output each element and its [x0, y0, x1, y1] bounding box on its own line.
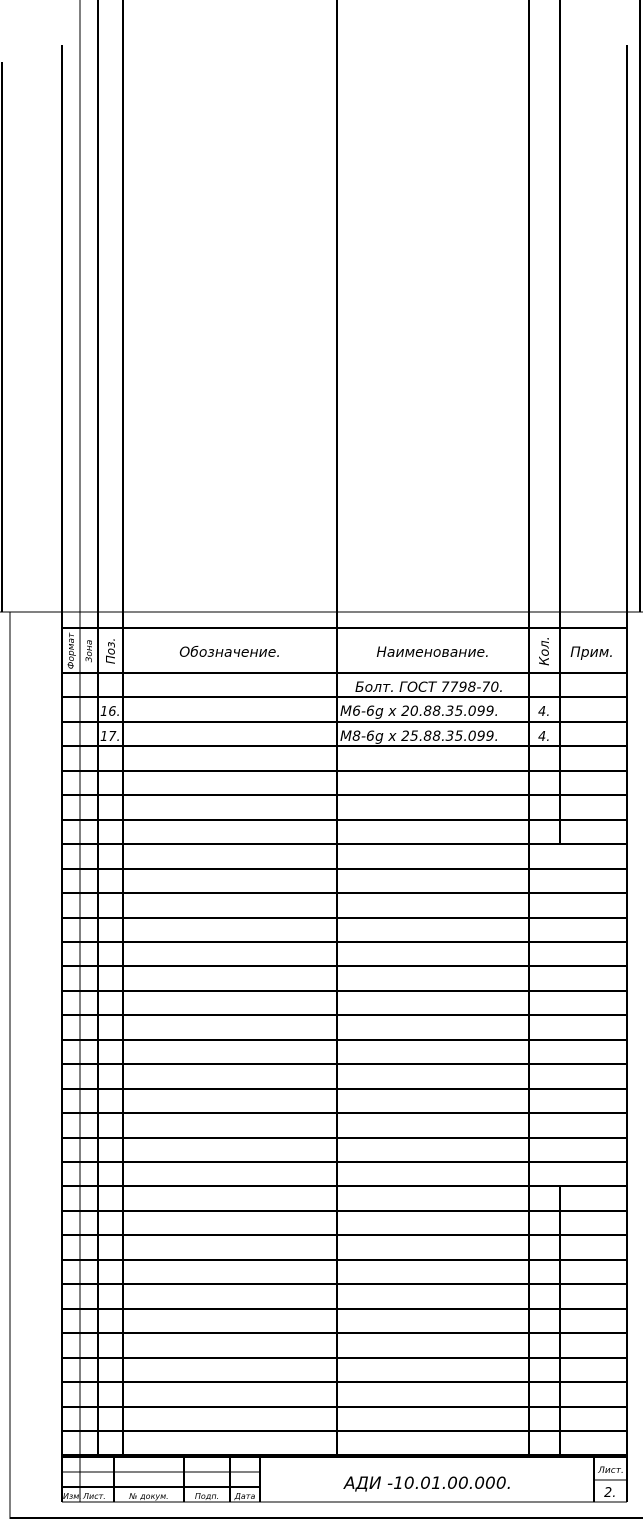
- item-name: Болт. ГОСТ 7798-70.: [355, 680, 504, 696]
- header-note: Прим.: [570, 645, 614, 661]
- item-qty: 4.: [538, 705, 551, 720]
- title-col-label: Изм.: [63, 1492, 82, 1501]
- item-name: М6-6g x 20.88.35.099.: [340, 704, 499, 720]
- table-row-lines: [62, 697, 627, 1455]
- item-pos: 16.: [100, 705, 121, 720]
- title-col-label: Подп.: [194, 1492, 220, 1501]
- header-pos: Поз.: [104, 637, 118, 665]
- header-name: Наименование.: [376, 645, 490, 661]
- header-zone: Зона: [85, 639, 95, 663]
- header-format: Формат: [67, 632, 77, 670]
- table-header: [67, 632, 614, 669]
- title-col-label: Дата: [234, 1492, 256, 1501]
- item-pos: 17.: [100, 730, 121, 745]
- title-col-label: Лист.: [83, 1492, 106, 1501]
- sheet-number: 2.: [604, 1486, 617, 1501]
- header-designation: Обозначение.: [179, 645, 281, 661]
- document-code: АДИ -10.01.00.000.: [343, 1474, 513, 1494]
- title-col-label: № докум.: [129, 1492, 169, 1501]
- table-items: [100, 680, 550, 745]
- item-qty: 4.: [538, 730, 551, 745]
- header-qty: Кол.: [538, 636, 553, 666]
- sheet-label: Лист.: [598, 1466, 624, 1476]
- item-name: М8-6g x 25.88.35.099.: [340, 729, 499, 745]
- title-block-texts: [63, 1466, 624, 1501]
- upper-frame: [0, 0, 643, 612]
